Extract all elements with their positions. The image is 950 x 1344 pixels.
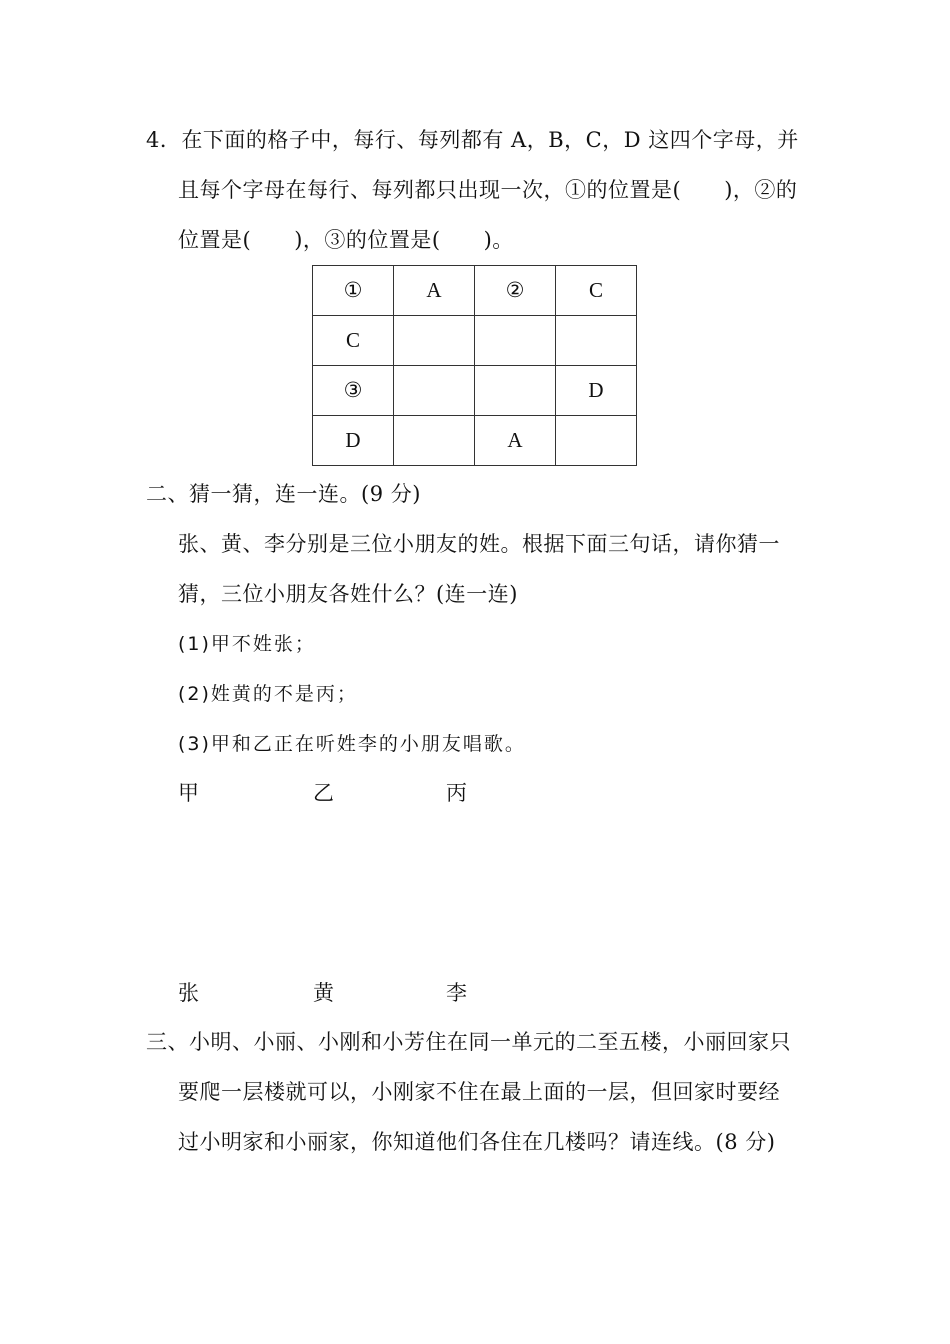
surname-huang[interactable]: 黄 bbox=[313, 981, 334, 1005]
section2-intro-2: 猜，三位小朋友各姓什么？(连一连) bbox=[178, 582, 518, 606]
grid-cell-circle-2: ② bbox=[475, 266, 556, 316]
section2-clue-3: (3)甲和乙正在听姓李的小朋友唱歌。 bbox=[178, 733, 526, 755]
grid-cell bbox=[475, 366, 556, 416]
grid-cell: D bbox=[556, 366, 637, 416]
grid-cell bbox=[475, 316, 556, 366]
grid-cell bbox=[394, 416, 475, 466]
grid-row bbox=[313, 266, 637, 316]
q4-line-1: 4．在下面的格子中，每行、每列都有 A，B，C，D 这四个字母，并 bbox=[146, 128, 799, 152]
section2-clue-2: (2)姓黄的不是丙； bbox=[178, 683, 358, 705]
grid-row bbox=[313, 316, 637, 366]
surname-zhang[interactable]: 张 bbox=[178, 981, 199, 1005]
person-jia[interactable]: 甲 bbox=[178, 781, 199, 805]
section3-line-3: 过小明家和小丽家，你知道他们各住在几楼吗？请连线。(8 分) bbox=[178, 1130, 776, 1154]
person-bing[interactable]: 丙 bbox=[446, 781, 467, 805]
grid-cell: C bbox=[556, 266, 637, 316]
grid-cell: A bbox=[394, 266, 475, 316]
section2-clue-1: (1)甲不姓张； bbox=[178, 633, 316, 655]
grid-row bbox=[313, 366, 637, 416]
section2-heading: 二、猜一猜，连一连。(9 分) bbox=[146, 482, 421, 506]
grid-cell bbox=[394, 366, 475, 416]
grid-cell-circle-1: ① bbox=[313, 266, 394, 316]
section3-line-2: 要爬一层楼就可以，小刚家不住在最上面的一层，但回家时要经 bbox=[178, 1080, 780, 1104]
q4-line-3: 位置是( )，③的位置是( )。 bbox=[178, 228, 514, 252]
q4-line-2: 且每个字母在每行、每列都只出现一次，①的位置是( )，②的 bbox=[178, 178, 798, 202]
surname-li[interactable]: 李 bbox=[446, 981, 467, 1005]
grid-cell bbox=[394, 316, 475, 366]
grid-cell bbox=[556, 416, 637, 466]
section3-line-1: 三、小明、小丽、小刚和小芳住在同一单元的二至五楼，小丽回家只 bbox=[146, 1030, 791, 1054]
letter-grid bbox=[312, 265, 637, 466]
grid-row bbox=[313, 416, 637, 466]
grid-cell bbox=[556, 316, 637, 366]
grid-cell-circle-3: ③ bbox=[313, 366, 394, 416]
grid-cell: D bbox=[313, 416, 394, 466]
grid-cell: C bbox=[313, 316, 394, 366]
grid-cell: A bbox=[475, 416, 556, 466]
person-yi[interactable]: 乙 bbox=[313, 781, 334, 805]
section2-intro-1: 张、黄、李分别是三位小朋友的姓。根据下面三句话，请你猜一 bbox=[178, 532, 780, 556]
